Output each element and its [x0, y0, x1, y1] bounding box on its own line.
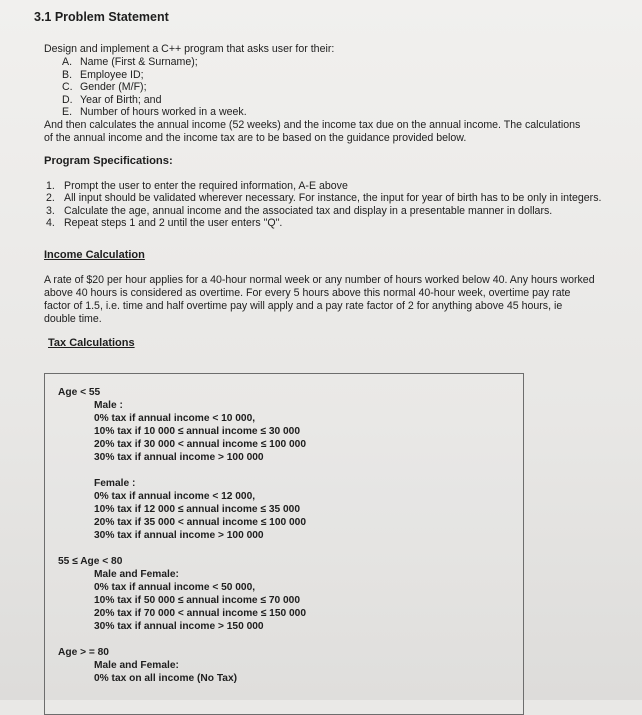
age-group-80-plus: Age > = 80: [58, 647, 109, 658]
tax-heading: Tax Calculations: [48, 336, 135, 349]
tax-line: 30% tax if annual income > 100 000: [94, 530, 264, 541]
list-item: A. Name (First & Surname);: [62, 56, 198, 68]
tax-line: 10% tax if 10 000 ≤ annual income ≤ 30 000: [94, 426, 300, 437]
intro-text: Design and implement a C++ program that asks user for their:: [44, 43, 335, 55]
list-item: B. Employee ID;: [62, 68, 144, 81]
male-label: Male :: [94, 400, 123, 411]
list-item: E. Number of hours worked in a week.: [62, 106, 247, 119]
specs-heading: Program Specifications:: [44, 154, 173, 167]
calculation-description: And then calculates the annual income (52 weeks) and the income tax due on the annual income. The calculations of the annual income and the income tax are to be based on the guidance provided below.: [44, 118, 581, 144]
tax-line: 10% tax if 50 000 ≤ annual income ≤ 70 000: [94, 595, 300, 606]
list-item: 3. Calculate the age, annual income and the associated tax and display in a presentable manner in dollars.: [46, 204, 553, 217]
male-female-label: Male and Female:: [94, 660, 179, 671]
list-item: 1. Prompt the user to enter the required information, A-E above: [46, 179, 348, 192]
list-item: 4. Repeat steps 1 and 2 until the user enters "Q".: [46, 217, 283, 230]
tax-line: 10% tax if 12 000 ≤ annual income ≤ 35 000: [94, 504, 300, 515]
list-item: D. Year of Birth; and: [62, 93, 162, 106]
specs-list: [30, 180, 616, 230]
tax-calculations: [58, 386, 306, 685]
input-fields-list: [30, 56, 616, 119]
male-female-label: Male and Female:: [94, 569, 179, 580]
age-group-55-to-80: 55 ≤ Age < 80: [58, 556, 123, 567]
tax-line: 20% tax if 30 000 < annual income ≤ 100 000: [94, 439, 307, 450]
tax-line: 20% tax if 35 000 < annual income ≤ 100 000: [94, 517, 307, 528]
tax-line: 0% tax if annual income < 50 000,: [94, 582, 256, 593]
list-item: C. Gender (M/F);: [62, 81, 147, 94]
tax-line: 20% tax if 70 000 < annual income ≤ 150 000: [94, 608, 307, 619]
income-heading: Income Calculation: [44, 248, 145, 261]
age-group-under-55: Age < 55: [58, 387, 101, 398]
tax-line: 0% tax if annual income < 10 000,: [94, 413, 256, 424]
page-title: 3.1 Problem Statement: [34, 10, 169, 24]
female-label: Female :: [94, 478, 136, 489]
tax-line: 30% tax if annual income > 100 000: [94, 452, 264, 463]
list-item: 2. All input should be validated wherever necessary. For instance, the input for year of birth has to be only in integers.: [46, 192, 602, 205]
income-text: A rate of $20 per hour applies for a 40-hour normal week or any number of hours worked below 40. Any hours worked above 40 hours is considered as overtime. For every 5 hours above this normal 40-hour week, overtime pay rate factor of 1.5, i.e. time and half overtime pay will apply and a pay rate factor of 2 for anything above 45 hours, ie double time.: [44, 273, 595, 325]
tax-line: 30% tax if annual income > 150 000: [94, 621, 264, 632]
tax-line: 0% tax on all income (No Tax): [94, 673, 238, 684]
tax-line: 0% tax if annual income < 12 000,: [94, 491, 256, 502]
